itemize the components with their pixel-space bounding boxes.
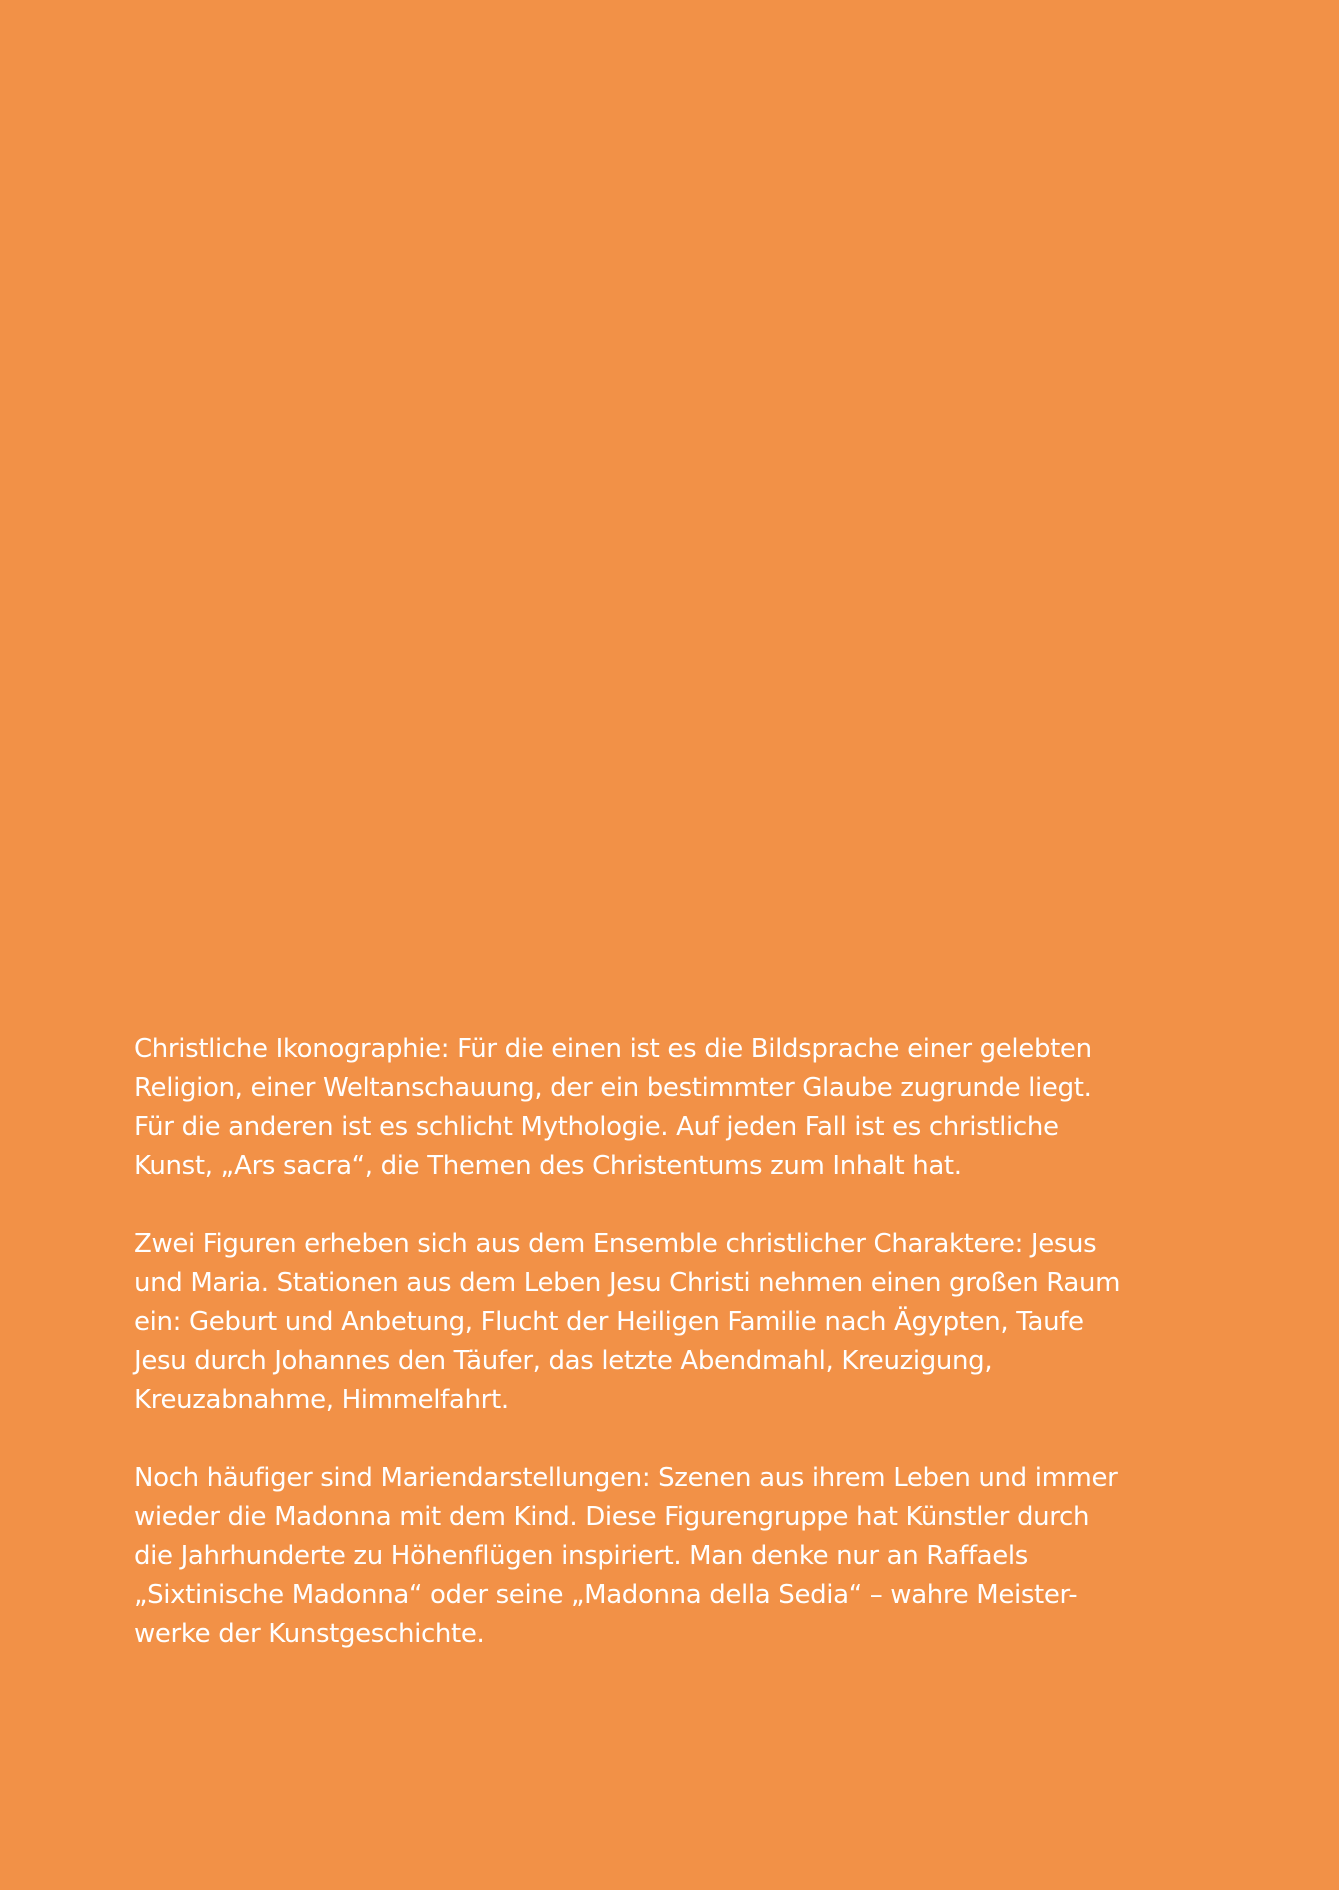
text-line: Jesu durch Johannes den Täufer, das letzte Abendmahl, Kreuzigung,: [134, 1346, 993, 1376]
text-line: Für die anderen ist es schlicht Mythologie. Auf jeden Fall ist es christliche: [134, 1112, 1059, 1142]
text-line: Kunst, „Ars sacra“, die Themen des Christentums zum Inhalt hat.: [134, 1151, 962, 1181]
paragraph-2: [134, 1225, 1214, 1420]
paragraph-1: [134, 1030, 1214, 1186]
paragraph-3: [134, 1459, 1214, 1654]
text-line: wieder die Madonna mit dem Kind. Diese Figurengruppe hat Künstler durch: [134, 1502, 1090, 1532]
text-line: und Maria. Stationen aus dem Leben Jesu Christi nehmen einen großen Raum: [134, 1268, 1121, 1298]
text-line: Noch häufiger sind Mariendarstellungen: Szenen aus ihrem Leben und immer: [134, 1463, 1118, 1493]
text-line: Kreuzabnahme, Himmelfahrt.: [134, 1385, 509, 1415]
text-line: Christliche Ikonographie: Für die einen ist es die Bildsprache einer gelebten: [134, 1034, 1092, 1064]
body-text: [134, 1030, 1214, 1654]
text-line: werke der Kunstgeschichte.: [134, 1619, 485, 1649]
text-line: „Sixtinische Madonna“ oder seine „Madonna della Sedia“ – wahre Meister-: [134, 1580, 1078, 1610]
text-line: Zwei Figuren erheben sich aus dem Ensemble christlicher Charaktere: Jesus: [134, 1229, 1097, 1259]
text-line: Religion, einer Weltanschauung, der ein bestimmter Glaube zugrunde liegt.: [134, 1073, 1092, 1103]
text-line: ein: Geburt und Anbetung, Flucht der Heiligen Familie nach Ägypten, Taufe: [134, 1307, 1084, 1337]
text-line: die Jahrhunderte zu Höhenflügen inspiriert. Man denke nur an Raffaels: [134, 1541, 1028, 1571]
